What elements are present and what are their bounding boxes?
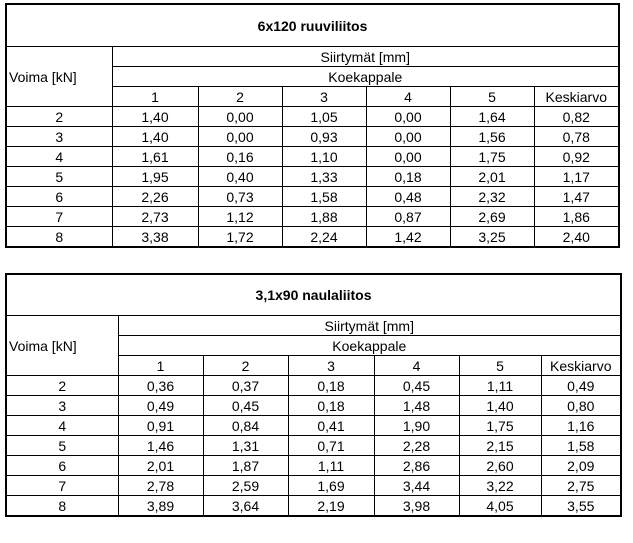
value-cell: 2,86: [374, 456, 459, 476]
value-cell: 1,56: [450, 127, 534, 147]
force-cell: 2: [6, 376, 118, 396]
force-cell: 7: [6, 476, 118, 496]
column-header: 5: [450, 87, 534, 107]
value-cell: 0,00: [198, 107, 282, 127]
value-cell: 3,22: [459, 476, 541, 496]
value-cell: 1,58: [282, 187, 366, 207]
column-header-keskiarvo: Keskiarvo: [541, 356, 621, 376]
value-cell: 3,55: [541, 496, 621, 517]
force-cell: 2: [6, 107, 112, 127]
value-cell: 1,72: [198, 227, 282, 248]
row-header-voima: Voima [kN]: [6, 47, 112, 107]
value-cell: 1,58: [541, 436, 621, 456]
value-cell: 1,40: [459, 396, 541, 416]
value-cell: 1,90: [374, 416, 459, 436]
value-cell: 0,18: [288, 396, 374, 416]
value-cell: 1,64: [450, 107, 534, 127]
value-cell: 2,78: [118, 476, 203, 496]
table-title: 3,1x90 naulaliitos: [6, 274, 621, 316]
value-cell: 0,00: [366, 147, 450, 167]
table-row: [6, 227, 619, 248]
value-cell: 1,40: [112, 107, 198, 127]
force-cell: 8: [6, 496, 118, 517]
value-cell: 2,69: [450, 207, 534, 227]
value-cell: 1,95: [112, 167, 198, 187]
force-cell: 7: [6, 207, 112, 227]
value-cell: 0,36: [118, 376, 203, 396]
value-cell: 2,32: [450, 187, 534, 207]
value-cell: 2,60: [459, 456, 541, 476]
column-header-keskiarvo: Keskiarvo: [534, 87, 619, 107]
column-header: 3: [282, 87, 366, 107]
value-cell: 0,18: [366, 167, 450, 187]
table-row: [6, 167, 619, 187]
value-cell: 1,16: [541, 416, 621, 436]
value-cell: 0,78: [534, 127, 619, 147]
value-cell: 2,01: [450, 167, 534, 187]
table-3-1x90-naulaliitos: [5, 273, 622, 517]
value-cell: 0,41: [288, 416, 374, 436]
value-cell: 2,24: [282, 227, 366, 248]
value-cell: 1,75: [450, 147, 534, 167]
force-cell: 8: [6, 227, 112, 248]
value-cell: 0,91: [118, 416, 203, 436]
value-cell: 0,00: [366, 107, 450, 127]
value-cell: 1,69: [288, 476, 374, 496]
table-row: [6, 416, 621, 436]
column-header: 4: [366, 87, 450, 107]
table-title: 6x120 ruuviliitos: [6, 4, 619, 47]
table-row: [6, 187, 619, 207]
value-cell: 0,49: [118, 396, 203, 416]
value-cell: 2,75: [541, 476, 621, 496]
value-cell: 1,61: [112, 147, 198, 167]
value-cell: 0,45: [203, 396, 288, 416]
table-row: [6, 396, 621, 416]
column-header: 2: [198, 87, 282, 107]
value-cell: 3,25: [450, 227, 534, 248]
value-cell: 2,15: [459, 436, 541, 456]
value-cell: 2,09: [541, 456, 621, 476]
sub-header-koekappale: Koekappale: [112, 67, 619, 87]
column-header: 1: [112, 87, 198, 107]
sub-header-koekappale: Koekappale: [118, 336, 621, 356]
table-row: [6, 476, 621, 496]
value-cell: 0,49: [541, 376, 621, 396]
value-cell: 0,00: [198, 127, 282, 147]
value-cell: 1,11: [459, 376, 541, 396]
value-cell: 2,28: [374, 436, 459, 456]
value-cell: 0,48: [366, 187, 450, 207]
value-cell: 2,73: [112, 207, 198, 227]
column-header: 3: [288, 356, 374, 376]
value-cell: 1,46: [118, 436, 203, 456]
value-cell: 3,38: [112, 227, 198, 248]
value-cell: 0,37: [203, 376, 288, 396]
value-cell: 1,31: [203, 436, 288, 456]
force-cell: 5: [6, 167, 112, 187]
table-row: [6, 107, 619, 127]
column-header: 4: [374, 356, 459, 376]
value-cell: 4,05: [459, 496, 541, 517]
value-cell: 0,45: [374, 376, 459, 396]
value-cell: 1,88: [282, 207, 366, 227]
value-cell: 1,05: [282, 107, 366, 127]
value-cell: 0,00: [366, 127, 450, 147]
value-cell: 2,01: [118, 456, 203, 476]
value-cell: 2,26: [112, 187, 198, 207]
value-cell: 0,92: [534, 147, 619, 167]
value-cell: 3,44: [374, 476, 459, 496]
value-cell: 1,10: [282, 147, 366, 167]
group-header-siirtymat: Siirtymät [mm]: [118, 316, 621, 336]
group-header-siirtymat: Siirtymät [mm]: [112, 47, 619, 67]
row-header-voima: Voima [kN]: [6, 316, 118, 376]
table-row: [6, 496, 621, 517]
value-cell: 1,40: [112, 127, 198, 147]
value-cell: 1,42: [366, 227, 450, 248]
value-cell: 1,86: [534, 207, 619, 227]
value-cell: 0,93: [282, 127, 366, 147]
value-cell: 1,33: [282, 167, 366, 187]
value-cell: 2,19: [288, 496, 374, 517]
table-row: [6, 436, 621, 456]
value-cell: 3,89: [118, 496, 203, 517]
table-row: [6, 207, 619, 227]
force-cell: 4: [6, 416, 118, 436]
force-cell: 3: [6, 127, 112, 147]
table-row: [6, 376, 621, 396]
value-cell: 2,40: [534, 227, 619, 248]
force-cell: 6: [6, 456, 118, 476]
force-cell: 6: [6, 187, 112, 207]
value-cell: 1,87: [203, 456, 288, 476]
value-cell: 3,64: [203, 496, 288, 517]
value-cell: 0,87: [366, 207, 450, 227]
value-cell: 1,47: [534, 187, 619, 207]
table-row: [6, 456, 621, 476]
value-cell: 0,40: [198, 167, 282, 187]
table-row: [6, 127, 619, 147]
value-cell: 1,11: [288, 456, 374, 476]
column-header: 1: [118, 356, 203, 376]
value-cell: 0,18: [288, 376, 374, 396]
value-cell: 0,16: [198, 147, 282, 167]
force-cell: 5: [6, 436, 118, 456]
value-cell: 2,59: [203, 476, 288, 496]
table-6x120-ruuviliitos: [5, 3, 620, 248]
value-cell: 0,82: [534, 107, 619, 127]
value-cell: 0,71: [288, 436, 374, 456]
value-cell: 1,48: [374, 396, 459, 416]
value-cell: 1,75: [459, 416, 541, 436]
column-header: 2: [203, 356, 288, 376]
value-cell: 0,80: [541, 396, 621, 416]
force-cell: 3: [6, 396, 118, 416]
value-cell: 3,98: [374, 496, 459, 517]
value-cell: 0,73: [198, 187, 282, 207]
force-cell: 4: [6, 147, 112, 167]
table-row: [6, 147, 619, 167]
value-cell: 1,12: [198, 207, 282, 227]
value-cell: 0,84: [203, 416, 288, 436]
value-cell: 1,17: [534, 167, 619, 187]
column-header: 5: [459, 356, 541, 376]
